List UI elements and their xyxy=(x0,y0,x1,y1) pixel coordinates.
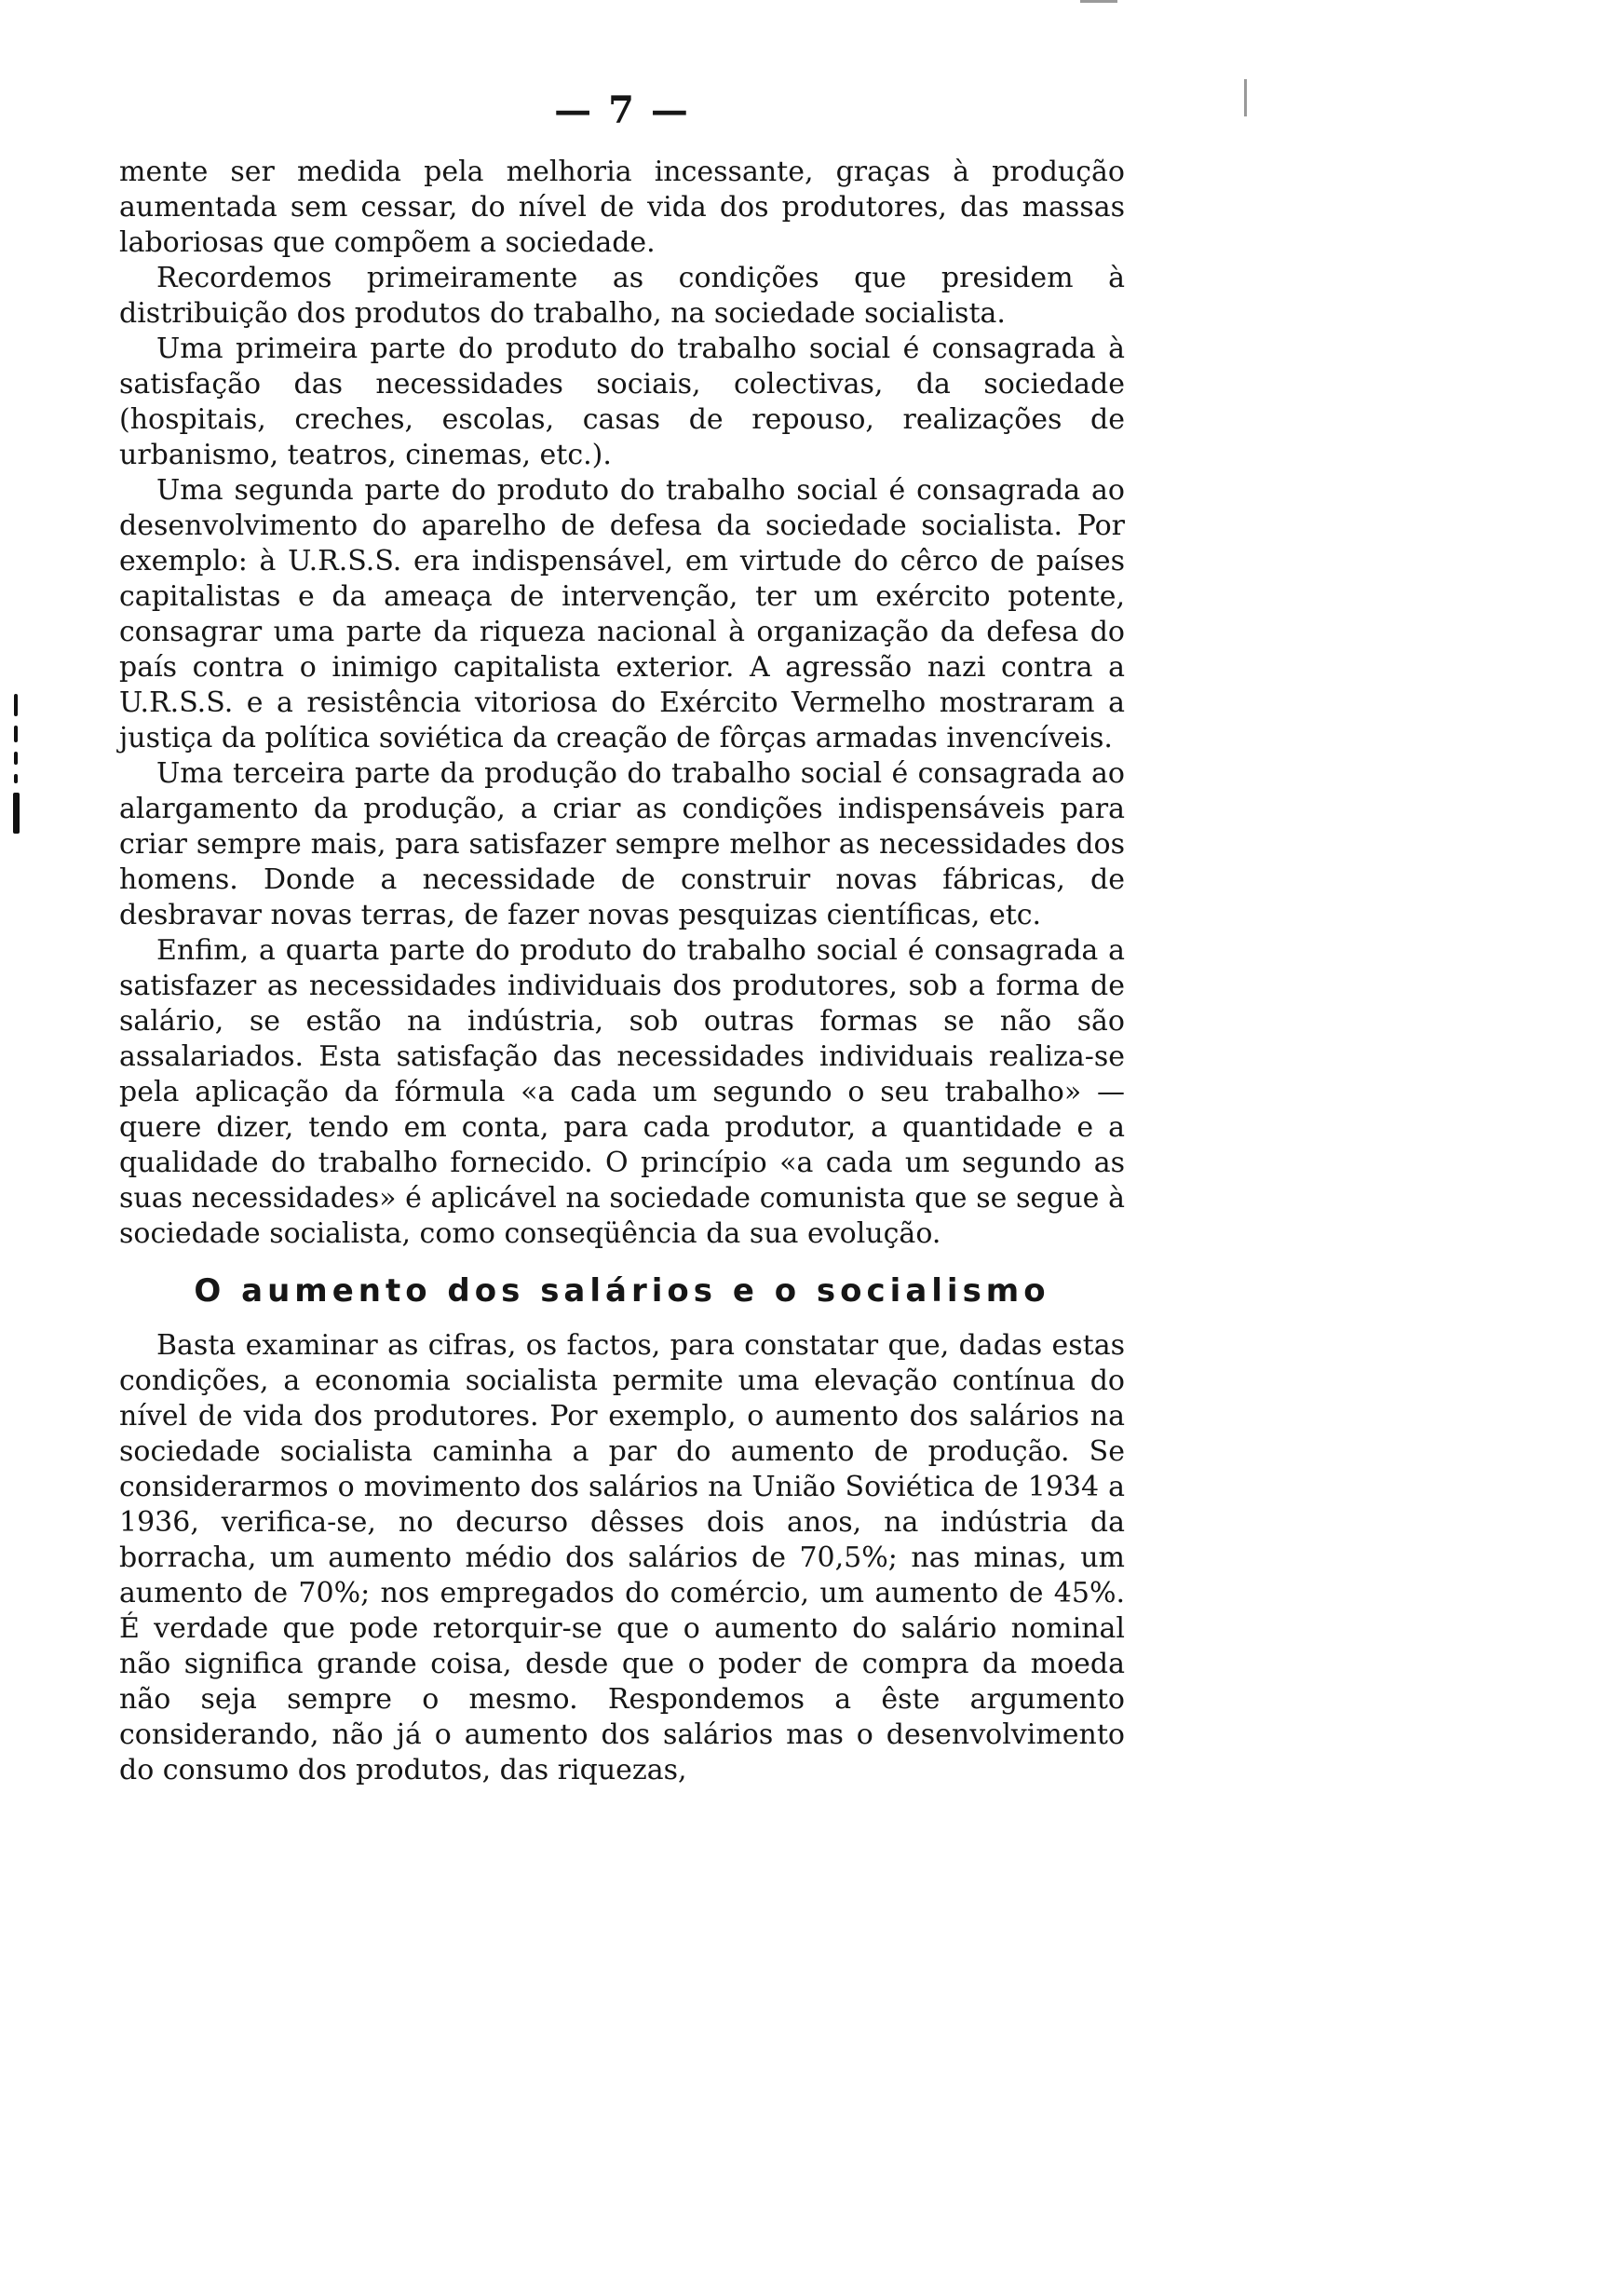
document-page xyxy=(119,88,1125,1788)
section-heading: O aumento dos salários e o socialismo xyxy=(194,1272,1050,1310)
section-body-1 xyxy=(119,155,1125,1252)
paragraph: mente ser medida pela melhoria incessante, graças à produção aumentada sem cessar, do nível de vida dos produtores, das massas laboriosas que compõem a sociedade. xyxy=(119,156,1125,259)
paragraph: Uma primeira parte do produto do trabalho social é consagrada à satisfação das necessidades sociais, colectivas, da sociedade (hospitais, creches, escolas, casas de repouso, realizações de urbanismo, teatros, cinemas, etc.). xyxy=(119,333,1125,471)
paragraph: Enfim, a quarta parte do produto do trabalho social é consagrada a satisfazer as necessidades individuais dos produtores, sob a forma de salário, se estão na indústria, sob outras formas se não são assalariados. Esta satisfação das necessidades individuais realiza-se pela aplicação da fórmula «a cada um segundo o seu trabalho» —quere dizer, tendo em conta, para cada produtor, a quantidade e a qualidade do trabalho fornecido. O princípio «a cada um segundo as suas necessidades» é aplicável na sociedade comunista que se segue à sociedade socialista, como conseqüência da sua evolução. xyxy=(119,934,1125,1250)
scan-artifact-top xyxy=(1080,0,1117,3)
paragraph: Uma terceira parte da produção do trabalho social é consagrada ao alargamento da produção, a criar as condições indispensáveis para criar sempre mais, para satisfazer sempre melhor as necessidades dos homens. Donde a necessidade de construir novas fábricas, de desbravar novas terras, de fazer novas pesquizas científicas, etc. xyxy=(119,757,1125,931)
scan-artifact-right xyxy=(1244,79,1247,116)
paragraph: Uma segunda parte do produto do trabalho social é consagrada ao desenvolvimento do aparelho de defesa da sociedade socialista. Por exemplo: à U.R.S.S. era indispensável, em virtude do cêrco de países capitalistas e da ameaça de intervenção, ter um exército potente, consagrar uma parte da riqueza nacional à organização da defesa do país contra o inimigo capitalista exterior. A agressão nazi contra a U.R.S.S. e a resistência vitoriosa do Exército Vermelho mostraram a justiça da política soviética da creação de fôrças armadas invencíveis. xyxy=(119,474,1125,754)
section-body-2 xyxy=(119,1328,1125,1788)
paragraph: Basta examinar as cifras, os factos, para constatar que, dadas estas condições, a economia socialista permite uma elevação contínua do nível de vida dos produtores. Por exemplo, o aumento dos salários na sociedade socialista caminha a par do aumento de produção. Se considerarmos o movimento dos salários na União Soviética de 1934 a 1936, verifica-se, no decurso dêsses dois anos, na indústria da borracha, um aumento médio dos salários de 70,5%; nas minas, um aumento de 70%; nos empregados do comércio, um aumento de 45%. É verdade que pode retorquir-se que o aumento do salário nominal não significa grande coisa, desde que o poder de compra da moeda não seja sempre o mesmo. Respondemos a êste argumento considerando, não já o aumento dos salários mas o desenvolvimento do consumo dos produtos, das riquezas, xyxy=(119,1329,1125,1786)
page-number: — 7 — xyxy=(554,88,690,132)
paragraph: Recordemos primeiramente as condições que presidem à distribuição dos produtos do trabalho, na sociedade socialista. xyxy=(119,262,1125,330)
scan-artifact-left xyxy=(9,694,22,843)
